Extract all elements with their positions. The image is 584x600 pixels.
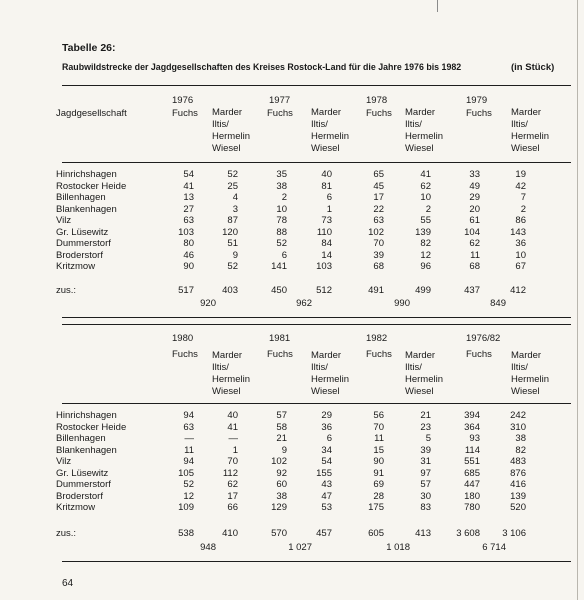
year-header: 1979	[466, 95, 488, 106]
cell-fuchs: 46	[183, 249, 194, 261]
cell-marder: 82	[420, 238, 431, 249]
marder-header-line: Marder	[405, 350, 436, 361]
row-label-jagdgesellschaft: Hinrichshagen	[56, 169, 117, 180]
cell-marder: 14	[321, 249, 332, 261]
cell-fuchs: 22	[373, 203, 384, 215]
cell-marder: 6	[326, 433, 332, 444]
cell-fuchs: 45	[373, 180, 384, 192]
grand-total: 920	[200, 298, 216, 309]
cell-marder: 38	[515, 433, 526, 444]
year-header: 1981	[269, 333, 291, 344]
cell-marder: 7	[520, 192, 526, 203]
marder-header-line: Wiesel	[405, 386, 434, 397]
cell-marder: 83	[420, 502, 431, 513]
cell-marder: 416	[510, 479, 526, 490]
row-label-jagdgesellschaft: Broderstorf	[56, 490, 103, 502]
cell-marder: 66	[227, 502, 238, 513]
cell-marder: 9	[232, 249, 238, 261]
marder-header-line: Iltis/	[212, 119, 229, 130]
cell-fuchs: 551	[464, 456, 480, 467]
cell-marder: 67	[515, 261, 526, 272]
cell-marder: 97	[420, 467, 431, 479]
total-marder: 457	[316, 528, 332, 539]
cell-fuchs: 27	[183, 203, 194, 215]
cell-marder: 70	[227, 456, 238, 467]
cell-fuchs: 92	[276, 467, 287, 479]
marder-header-line: Iltis/	[405, 119, 422, 130]
cell-marder: 87	[227, 215, 238, 226]
marder-header-line: Wiesel	[405, 143, 434, 154]
cell-marder: 17	[227, 490, 238, 502]
cell-marder: 3	[232, 203, 238, 215]
marder-header-line: Marder	[311, 107, 342, 118]
marder-header-line: Iltis/	[511, 119, 528, 130]
cell-fuchs: 69	[373, 479, 384, 490]
cell-fuchs: 70	[373, 238, 384, 249]
cell-marder: 23	[420, 421, 431, 433]
marder-header-line: Wiesel	[212, 143, 241, 154]
cell-fuchs: 2	[281, 192, 287, 203]
cell-marder: 242	[510, 410, 526, 421]
cell-fuchs: 63	[373, 215, 384, 226]
year-header: 1976/82	[466, 333, 501, 344]
cell-fuchs: 180	[464, 490, 480, 502]
cell-fuchs: 70	[373, 421, 384, 433]
fuchs-header: Fuchs	[172, 108, 198, 119]
cell-marder: 55	[420, 215, 431, 226]
unit-label: (in Stück)	[511, 62, 555, 73]
cell-marder: 36	[321, 421, 332, 433]
marder-header-line: Iltis/	[405, 362, 422, 373]
cell-fuchs: 20	[469, 203, 480, 215]
row-label-jagdgesellschaft: Kritzmow	[56, 261, 96, 272]
marder-header-line: Iltis/	[311, 119, 328, 130]
row-header: Jagdgesellschaft	[56, 108, 127, 119]
row-label-jagdgesellschaft: Vilz	[56, 215, 72, 226]
cell-marder: 96	[420, 261, 431, 272]
cell-fuchs: 80	[183, 238, 194, 249]
cell-fuchs: 60	[276, 479, 287, 490]
grand-total: 1 027	[288, 542, 312, 553]
table-1-header-rule	[62, 162, 571, 163]
marder-header-line: Hermelin	[405, 374, 444, 385]
cell-fuchs: 35	[276, 169, 287, 180]
cell-marder: 112	[222, 467, 238, 479]
table-1-top-rule	[62, 85, 571, 86]
table-2-top-rule	[62, 324, 571, 325]
total-fuchs: 538	[178, 528, 194, 539]
cell-marder: 4	[232, 192, 238, 203]
cell-fuchs: 54	[183, 169, 194, 180]
marder-header-line: Iltis/	[212, 362, 229, 373]
cell-fuchs: 175	[368, 502, 384, 513]
cell-fuchs: 13	[183, 192, 194, 203]
cell-marder: 54	[321, 456, 332, 467]
marder-header-line: Marder	[405, 107, 436, 118]
cell-marder: 103	[316, 261, 332, 272]
cell-fuchs: 15	[373, 444, 384, 456]
cell-fuchs: 39	[373, 249, 384, 261]
cell-fuchs: 90	[183, 261, 194, 272]
cell-fuchs: 17	[373, 192, 384, 203]
total-marder: 403	[222, 285, 238, 296]
cell-fuchs: 11	[470, 249, 480, 261]
row-label-jagdgesellschaft: Billenhagen	[56, 192, 106, 203]
fuchs-header: Fuchs	[172, 349, 198, 360]
cell-marder: 483	[510, 456, 526, 467]
marder-header-line: Hermelin	[212, 131, 251, 142]
cell-marder: 19	[515, 169, 526, 180]
cell-fuchs: 33	[469, 169, 480, 180]
cell-fuchs: 68	[373, 261, 384, 272]
marder-header-line: Wiesel	[511, 143, 540, 154]
cell-marder: 21	[420, 410, 431, 421]
cell-marder: 43	[321, 479, 332, 490]
marder-header-line: Marder	[511, 107, 542, 118]
fuchs-header: Fuchs	[466, 349, 492, 360]
cell-fuchs: 103	[178, 226, 194, 238]
cell-fuchs: 104	[464, 226, 480, 238]
cell-fuchs: 58	[276, 421, 287, 433]
cell-marder: 10	[420, 192, 431, 203]
fuchs-header: Fuchs	[267, 108, 293, 119]
cell-marder: 47	[321, 490, 332, 502]
cell-fuchs: 11	[374, 433, 384, 444]
total-fuchs: 605	[368, 528, 384, 539]
page-edge-rule	[577, 0, 578, 600]
row-label-jagdgesellschaft: Gr. Lüsewitz	[56, 467, 109, 479]
cell-fuchs: 61	[469, 215, 480, 226]
scan-mark	[437, 0, 438, 12]
cell-marder: 42	[515, 180, 526, 192]
cell-marder: 81	[321, 180, 332, 192]
cell-fuchs: 68	[469, 261, 480, 272]
cell-fuchs: 364	[464, 421, 480, 433]
cell-fuchs: 394	[464, 410, 480, 421]
total-marder: 3 106	[502, 528, 526, 539]
cell-marder: 84	[321, 238, 332, 249]
cell-fuchs: 21	[276, 433, 287, 444]
total-fuchs: 450	[271, 285, 287, 296]
cell-fuchs: 41	[183, 180, 194, 192]
fuchs-header: Fuchs	[267, 349, 293, 360]
cell-marder: 120	[222, 226, 238, 238]
cell-marder: 10	[515, 249, 526, 261]
total-label: zus.:	[56, 285, 77, 296]
cell-marder: 876	[510, 467, 526, 479]
marder-header-line: Wiesel	[212, 386, 241, 397]
cell-fuchs: 780	[464, 502, 480, 513]
grand-total: 6 714	[482, 542, 506, 553]
cell-fuchs: 91	[373, 467, 384, 479]
cell-fuchs: 447	[464, 479, 480, 490]
cell-fuchs: 90	[373, 456, 384, 467]
cell-marder: 31	[420, 456, 431, 467]
cell-marder: 29	[321, 410, 332, 421]
cell-fuchs: 114	[464, 444, 480, 456]
marder-header-line: Hermelin	[311, 374, 350, 385]
marder-header-line: Marder	[212, 107, 243, 118]
row-label-jagdgesellschaft: Vilz	[56, 456, 72, 467]
cell-fuchs: 57	[276, 410, 287, 421]
cell-fuchs: 63	[183, 215, 194, 226]
total-fuchs: 517	[178, 285, 194, 296]
cell-marder: 2	[520, 203, 526, 215]
total-fuchs: 3 608	[456, 528, 480, 539]
year-header: 1980	[172, 333, 194, 344]
cell-marder: 41	[420, 169, 431, 180]
row-label-jagdgesellschaft: Hinrichshagen	[56, 410, 117, 421]
cell-marder: 41	[227, 421, 238, 433]
cell-fuchs: 56	[373, 410, 384, 421]
marder-header-line: Hermelin	[405, 131, 444, 142]
cell-marder: 155	[316, 467, 332, 479]
cell-marder: 40	[227, 410, 238, 421]
cell-marder: 6	[326, 192, 332, 203]
row-label-jagdgesellschaft: Dummerstorf	[56, 479, 111, 490]
cell-fuchs: 9	[281, 444, 287, 456]
marder-header-line: Marder	[311, 350, 342, 361]
cell-fuchs: 65	[373, 169, 384, 180]
grand-total: 1 018	[386, 542, 410, 553]
table-subtitle: Raubwildstrecke der Jagdgesellschaften des Kreises Rostock-Land für die Jahre 1976 bis 1982	[62, 62, 462, 73]
total-marder: 499	[415, 285, 431, 296]
grand-total: 962	[296, 298, 312, 309]
cell-marder: 40	[321, 169, 332, 180]
page-number: 64	[62, 578, 74, 589]
marder-header-line: Iltis/	[511, 362, 528, 373]
cell-marder: 1	[326, 203, 332, 215]
cell-fuchs: 29	[469, 192, 480, 203]
marder-header-line: Iltis/	[311, 362, 328, 373]
cell-marder: 73	[321, 215, 332, 226]
cell-marder: 5	[425, 433, 431, 444]
marder-header-line: Marder	[212, 350, 243, 361]
cell-fuchs: 49	[469, 180, 480, 192]
table-2-bottom-rule	[62, 561, 571, 562]
cell-fuchs: 109	[178, 502, 194, 513]
cell-marder: 12	[420, 249, 431, 261]
table-1-bottom-rule	[62, 317, 571, 318]
total-fuchs: 570	[271, 528, 287, 539]
cell-marder: 520	[510, 502, 526, 513]
total-marder: 413	[415, 528, 431, 539]
cell-marder: 53	[321, 502, 332, 513]
marder-header-line: Wiesel	[311, 143, 340, 154]
cell-marder: 139	[510, 490, 526, 502]
cell-fuchs: 685	[464, 467, 480, 479]
marder-header-line: Wiesel	[311, 386, 340, 397]
row-label-jagdgesellschaft: Broderstorf	[56, 249, 103, 261]
cell-marder: 30	[420, 490, 431, 502]
cell-marder: 86	[515, 215, 526, 226]
row-label-jagdgesellschaft: Kritzmow	[56, 502, 96, 513]
cell-marder: 39	[420, 444, 431, 456]
year-header: 1978	[366, 95, 388, 106]
cell-fuchs: 141	[271, 261, 287, 272]
total-marder: 412	[510, 285, 526, 296]
cell-fuchs: 88	[276, 226, 287, 238]
cell-marder: 310	[510, 421, 526, 433]
cell-marder: 110	[316, 226, 332, 238]
cell-fuchs: 129	[271, 502, 287, 513]
table-title: Tabelle 26:	[62, 42, 116, 54]
grand-total: 849	[490, 298, 506, 309]
cell-fuchs: 38	[276, 180, 287, 192]
row-label-jagdgesellschaft: Dummerstorf	[56, 238, 111, 249]
row-label-jagdgesellschaft: Billenhagen	[56, 433, 106, 444]
fuchs-header: Fuchs	[366, 108, 392, 119]
cell-fuchs: 94	[183, 456, 194, 467]
cell-fuchs: 52	[183, 479, 194, 490]
cell-marder: 52	[227, 261, 238, 272]
cell-marder: 52	[227, 169, 238, 180]
cell-fuchs: —	[184, 433, 194, 444]
cell-marder: 62	[420, 180, 431, 192]
cell-fuchs: 12	[183, 490, 194, 502]
total-marder: 410	[222, 528, 238, 539]
cell-marder: 62	[227, 479, 238, 490]
cell-marder: 51	[227, 238, 238, 249]
cell-marder: 25	[227, 180, 238, 192]
cell-fuchs: 62	[469, 238, 480, 249]
cell-fuchs: 38	[276, 490, 287, 502]
row-label-jagdgesellschaft: Gr. Lüsewitz	[56, 226, 109, 238]
year-header: 1982	[366, 333, 388, 344]
year-header: 1977	[269, 95, 291, 106]
marder-header-line: Wiesel	[511, 386, 540, 397]
grand-total: 948	[200, 542, 216, 553]
marder-header-line: Hermelin	[511, 374, 550, 385]
cell-fuchs: 6	[281, 249, 287, 261]
cell-marder: 139	[415, 226, 431, 238]
cell-fuchs: 102	[368, 226, 384, 238]
total-fuchs: 491	[368, 285, 384, 296]
row-label-jagdgesellschaft: Blankenhagen	[56, 444, 117, 456]
cell-marder: 82	[515, 444, 526, 456]
total-marder: 512	[316, 285, 332, 296]
cell-fuchs: 10	[276, 203, 287, 215]
cell-fuchs: 28	[373, 490, 384, 502]
total-fuchs: 437	[464, 285, 480, 296]
cell-marder: —	[228, 433, 238, 444]
year-header: 1976	[172, 95, 194, 106]
cell-fuchs: 105	[178, 467, 194, 479]
total-label: zus.:	[56, 528, 77, 539]
row-label-jagdgesellschaft: Rostocker Heide	[56, 421, 127, 433]
cell-fuchs: 63	[183, 421, 194, 433]
fuchs-header: Fuchs	[366, 349, 392, 360]
row-label-jagdgesellschaft: Rostocker Heide	[56, 180, 127, 192]
marder-header-line: Hermelin	[212, 374, 251, 385]
cell-fuchs: 94	[183, 410, 194, 421]
grand-total: 990	[394, 298, 410, 309]
cell-fuchs: 93	[469, 433, 480, 444]
fuchs-header: Fuchs	[466, 108, 492, 119]
marder-header-line: Hermelin	[311, 131, 350, 142]
cell-marder: 57	[420, 479, 431, 490]
cell-fuchs: 52	[276, 238, 287, 249]
marder-header-line: Marder	[511, 350, 542, 361]
cell-marder: 34	[321, 444, 332, 456]
cell-marder: 143	[510, 226, 526, 238]
cell-marder: 1	[232, 444, 238, 456]
cell-fuchs: 78	[276, 215, 287, 226]
table-2-header-rule	[62, 403, 571, 404]
marder-header-line: Hermelin	[511, 131, 550, 142]
row-label-jagdgesellschaft: Blankenhagen	[56, 203, 117, 215]
cell-fuchs: 11	[184, 444, 194, 456]
cell-marder: 36	[515, 238, 526, 249]
cell-marder: 2	[425, 203, 431, 215]
cell-fuchs: 102	[271, 456, 287, 467]
